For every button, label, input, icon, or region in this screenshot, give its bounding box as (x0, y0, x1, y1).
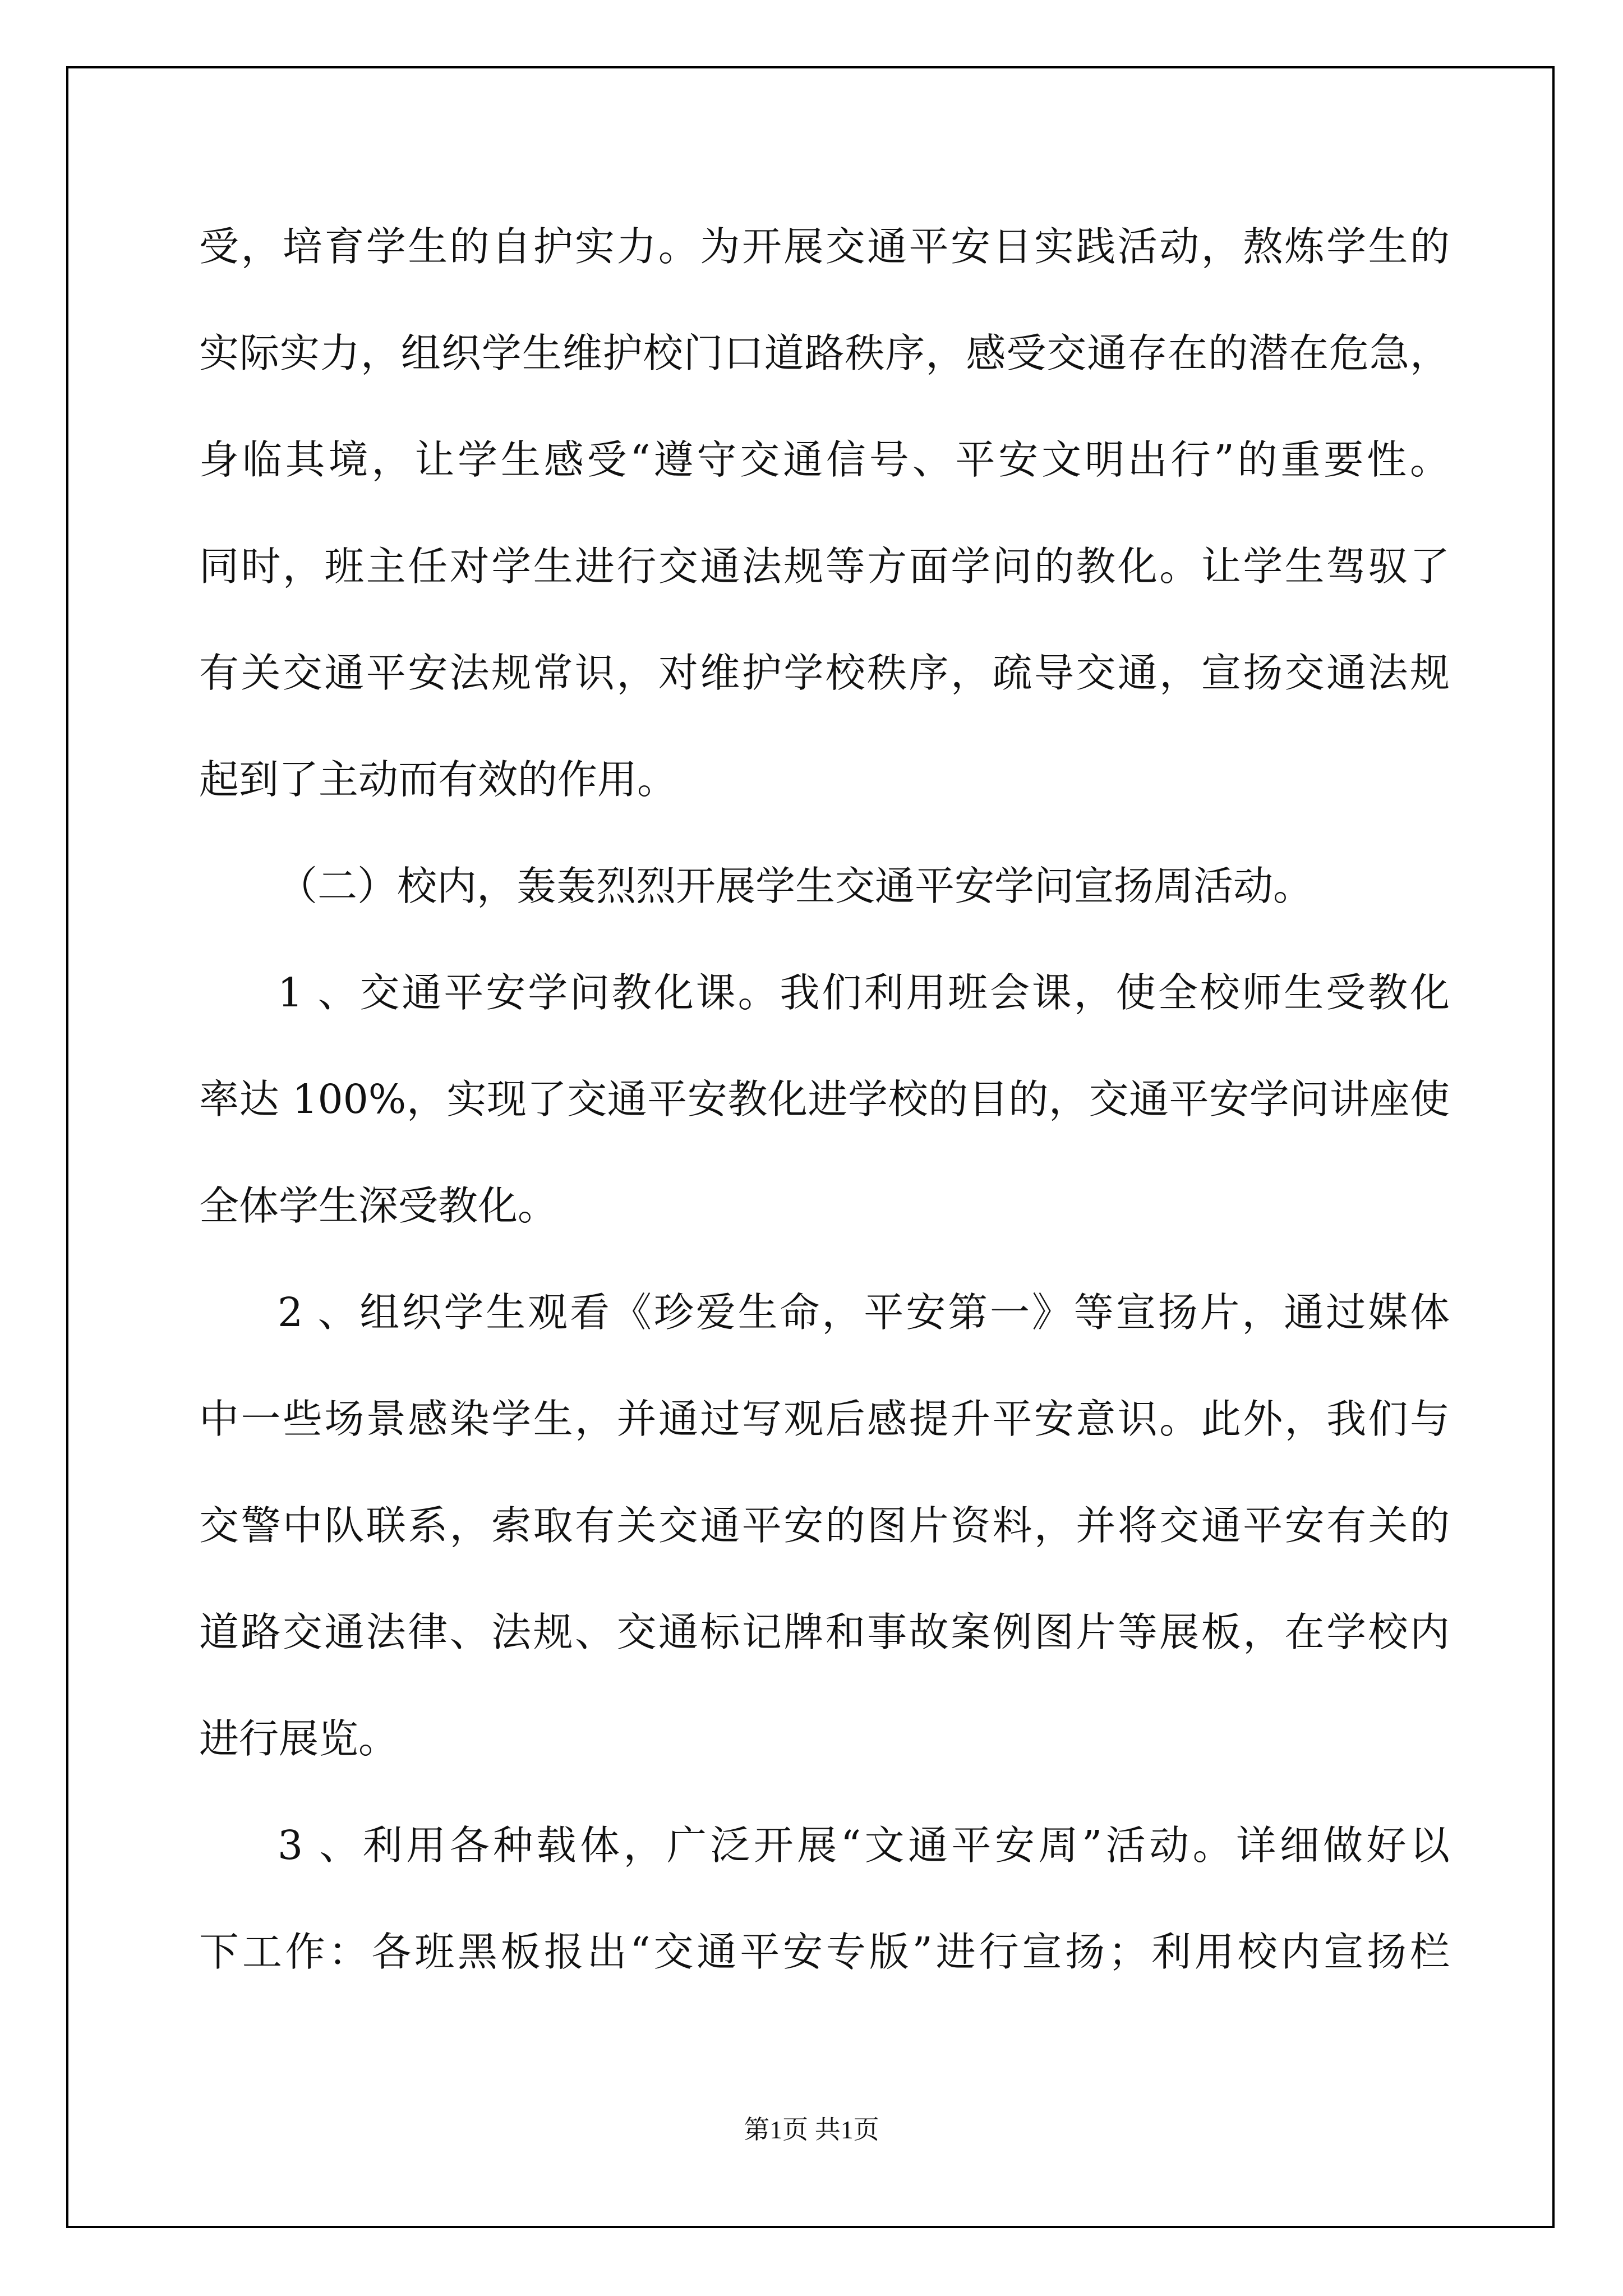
page-footer: 第1页 共1页 (744, 2115, 879, 2144)
text-line-5: 有关交通平安法规常识，对维护学校秩序，疏导交通，宣扬交通法规 (199, 650, 1450, 696)
text-line-17: 下工作：各班黑板报出“交通平安专版”进行宣扬；利用校内宣扬栏 (199, 1929, 1450, 1975)
text-line-6: 起到了主动而有效的作用。 (199, 756, 677, 803)
text-line-10: 全体学生深受教化。 (199, 1182, 558, 1229)
text-line-12: 中一些场景感染学生，并通过写观后感提升平安意识。此外，我们与 (199, 1396, 1450, 1442)
text-line-16: 3 、利用各种载体，广泛开展“文通平安周”活动。详细做好以 (278, 1822, 1450, 1869)
text-line-15: 进行展览。 (199, 1715, 399, 1762)
section-heading: （二）校内，轰轰烈烈开展学生交通平安学问宣扬周活动。 (278, 863, 1313, 909)
text-line-1: 受，培育学生的自护实力。为开展交通平安日实践活动，熬炼学生的 (199, 223, 1450, 270)
text-line-2: 实际实力，组织学生维护校门口道路秩序，感受交通存在的潜在危急， (199, 330, 1450, 376)
text-line-11: 2 、组织学生观看《珍爱生命，平安第一》等宣扬片，通过媒体 (278, 1289, 1450, 1336)
text-line-4: 同时，班主任对学生进行交通法规等方面学问的教化。让学生驾驭了 (199, 543, 1450, 590)
text-line-3: 身临其境，让学生感受“遵守交通信号、平安文明出行”的重要性。 (199, 436, 1450, 483)
text-line-9: 率达 100%，实现了交通平安教化进学校的目的，交通平安学问讲座使 (199, 1076, 1450, 1122)
text-line-13: 交警中队联系，索取有关交通平安的图片资料，并将交通平安有关的 (199, 1502, 1450, 1549)
text-line-8: 1 、交通平安学问教化课。我们利用班会课，使全校师生受教化 (278, 969, 1450, 1016)
text-line-14: 道路交通法律、法规、交通标记牌和事故案例图片等展板，在学校内 (199, 1609, 1450, 1655)
document-body (199, 216, 1450, 2028)
